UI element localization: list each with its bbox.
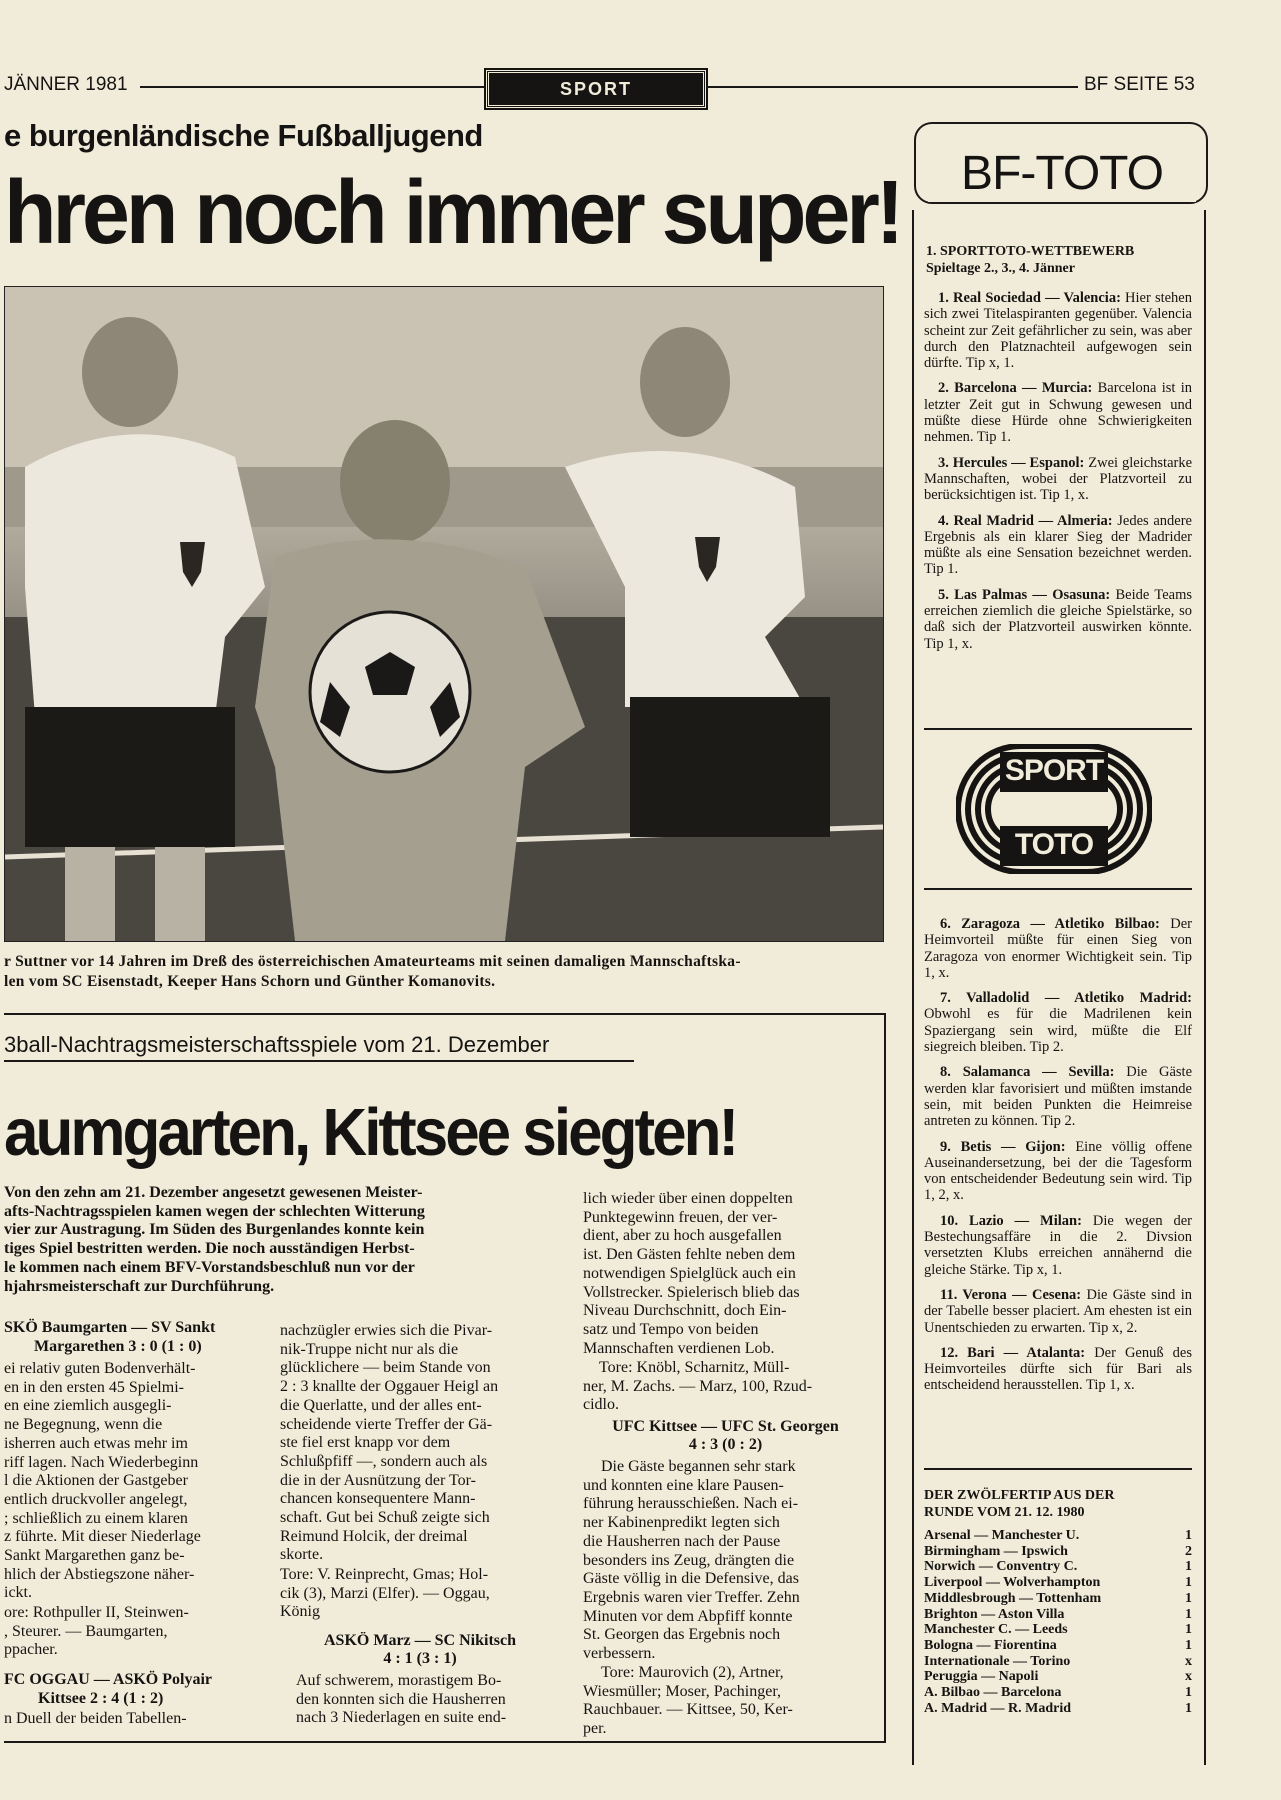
section-label: SPORT: [486, 70, 706, 108]
box-kicker-underline: [4, 1060, 634, 1062]
result-row: Internationale — Torino x: [924, 1653, 1192, 1669]
match-2-report: nachzügler erwies sich die Pivar- nik-Truppe nicht nur als die glücklichere — beim Stande von 2 : 3 knallte der Oggauer Heigl an die Querlatte, und der alles ent- scheidende vierte Treffer der Gä- ste fiel erst knapp vor dem Schlußpfiff —, sondern auch als die in der Ausnützung der Tor- chancen konsequentere Mann- schaft. Gut bei Schuß zeigte sich Reimund Holcik, der dreimal skorte.: [280, 1322, 499, 1564]
page-number: BF SEITE 53: [1084, 74, 1195, 95]
match-4-report: Die Gäste begannen sehr stark und konnten eine klare Pausen- führung herausschießen. Nach ei- ner Kabinenpredikt legten sich die Hausherren nach der Pause besonders ins Zeug, drängten die Gäste völlig in die Defensive, das Ergebnis waren vier Treffer. Zehn Minuten vor dem Abpfiff konnte St. Georgen das Ergebnis noch verbessern.: [583, 1458, 800, 1663]
toto-match: 7. Valladolid — Atletiko Madrid: Obwohl es für die Madrilenen kein Spaziergang sein wird, müßte die Elf siegreich bleiben. Tip 2.: [924, 990, 1192, 1056]
box-intro: Von den zehn am 21. Dezember angesetzt gewesenen Meister- afts-Nachtragsspielen kamen wegen der schlechten Witterung vier zur Austragung. Im Süden des Burgenlandes konnte kein tiges Spiel bestritten werden. Die noch ausständigen Herbst- le kommen nach einem BFV-Vorstandsbeschluß nun vor der hjahrsmeisterschaft zur Durchführung.: [4, 1184, 425, 1295]
result-row: Norwich — Conventry C. 1: [924, 1559, 1192, 1575]
result-row: A. Madrid — R. Madrid 1: [924, 1700, 1192, 1716]
match-3-title: ASKÖ Marz — SC Nikitsch 4 : 1 (3 : 1): [324, 1632, 516, 1667]
match-2-report-start: n Duell der beiden Tabellen-: [4, 1710, 187, 1727]
match-3-report-start: Auf schwerem, morastigem Bo- den konnten sich die Hausherren nach 3 Niederlagen en suite end-: [296, 1672, 507, 1727]
toto-border-left: [912, 210, 914, 1765]
toto-matches-2: [924, 916, 1192, 1403]
toto-border-right: [1204, 210, 1206, 1765]
result-row: Brighton — Aston Villa 1: [924, 1606, 1192, 1622]
match-4-scorers: Tore: Maurovich (2), Artner, Wiesmüller; Moser, Pachinger, Rauchbauer. — Kittsee, 50, Ker- per.: [583, 1664, 793, 1738]
match-1-title: SKÖ Baumgarten — SV Sankt Margarethen 3 : 0 (1 : 0): [4, 1319, 216, 1355]
match-2-title: FC OGGAU — ASKÖ Polyair Kittsee 2 : 4 (1 : 2): [4, 1671, 212, 1707]
match-1-report: ei relativ guten Bodenverhält- en in den ersten 45 Spielmi- en eine ziemlich ausgegli- ne Begegnung, wenn die isherren auch etwas mehr im riff lagen. Nach Wiederbeginn l die Aktionen der Gastgeber entlich druckvoller angelegt, ; schließlich zu einem klaren z führte. Mit dieser Niederlage Sankt Margarethen ganz be- hlich der Abstiegszone näher- ickt.: [4, 1360, 201, 1602]
toto-divider-2: [924, 888, 1192, 890]
box-border-right: [884, 1013, 886, 1741]
result-row: Middlesbrough — Tottenham 1: [924, 1590, 1192, 1606]
toto-match: 9. Betis — Gijon: Eine völlig offene Auseinandersetzung, bei der die Tagesform von entscheidender Bedeutung sein wird. Tip 1, 2, x.: [924, 1138, 1193, 1204]
toto-divider-1: [924, 728, 1192, 730]
header-rule-left: [140, 86, 484, 88]
toto-match: 12. Bari — Atalanta: Der Genuß des Heimvorteiles dürfte sich für Bari als entscheidend herausstellen. Tip 1, x.: [924, 1344, 1192, 1394]
toto-competition: 1. SPORTTOTO-WETTBEWERB Spieltage 2., 3., 4. Jänner: [926, 244, 1135, 276]
toto-match: 1. Real Sociedad — Valencia: Hier stehen sich zwei Titelaspiranten gegenüber. Valencia scheint zur Zeit gefährlicher zu sein, was aber durch den Platznachteil aufgewogen sein dürfte. Tip x, 1.: [924, 290, 1192, 372]
box-headline: aumgarten, Kittsee siegten!: [4, 1095, 737, 1170]
toto-matches-1: [924, 290, 1192, 661]
toto-match: 11. Verona — Cesena: Die Gäste sind in der Tabelle besser placiert. Am ehesten ist ein Unentschieden zu erwarten. Tip x, 2.: [924, 1286, 1193, 1336]
toto-title: BF-TOTO: [928, 146, 1196, 202]
toto-match: 5. Las Palmas — Osasuna: Beide Teams erreichen ziemlich die gleiche Spielstärke, so daß sich der Platzvorteil auswirken könnte. Tip 1, x.: [924, 586, 1192, 652]
result-row: A. Bilbao — Barcelona 1: [924, 1685, 1192, 1701]
match-3-report: lich wieder über einen doppelten Punktegewinn freuen, der ver- dient, aber zu hoch ausgefallen ist. Den Gästen fehlte neben dem notwendigen Spielglück auch ein Vollstrecker. Spielerisch blieb das Niveau Durchschnitt, doch Ein- satz und Tempo von beiden Mannschaften verdienen Lob.: [583, 1190, 800, 1357]
logo-text-top: SPORT: [1004, 754, 1104, 787]
header-date: JÄNNER 1981: [4, 74, 128, 95]
result-row: Manchester C. — Leeds 1: [924, 1622, 1192, 1638]
result-row: Birmingham — Ipswich 2: [924, 1543, 1192, 1559]
result-row: Peruggia — Napoli x: [924, 1669, 1192, 1685]
team-photo: [4, 286, 884, 942]
sport-toto-logo: [956, 744, 1152, 874]
toto-match: 6. Zaragoza — Atletiko Bilbao: Der Heimvorteil müßte für einen Sieg von Zaragoza von enormer Wichtigkeit sein. Tip 1, x.: [924, 916, 1192, 981]
results-title: DER ZWÖLFERTIP AUS DER RUNDE VOM 21. 12. 1980: [924, 1488, 1115, 1520]
match-1-scorers: ore: Rothpuller II, Steinwen- , Steurer. — Baumgarten, ppacher.: [4, 1604, 189, 1659]
toto-match: 10. Lazio — Milan: Die wegen der Bestechungsaffäre in die 2. Divsion versetzten Klubs erreichen annähernd die gleiche Stärke. Tip x, 1.: [924, 1212, 1193, 1278]
article-headline: hren noch immer super!: [4, 162, 901, 263]
logo-text-bottom: TOTO: [1014, 828, 1094, 861]
article-kicker: e burgenländische Fußballjugend: [4, 118, 483, 153]
match-3-scorers: Tore: Knöbl, Scharnitz, Müll- ner, M. Zachs. — Marz, 100, Rzud- cidlo.: [583, 1359, 813, 1414]
result-row: Liverpool — Wolverhampton 1: [924, 1575, 1192, 1591]
match-4-title: UFC Kittsee — UFC St. Georgen 4 : 3 (0 : 2): [612, 1418, 839, 1453]
box-kicker: 3ball-Nachtragsmeisterschaftsspiele vom 21. Dezember: [4, 1032, 550, 1057]
result-row: Arsenal — Manchester U. 1: [924, 1528, 1192, 1543]
toto-match: 4. Real Madrid — Almeria: Jedes andere Ergebnis als ein klarer Sieg der Madrider müßte als eine Sensation bezeichnet werden. Tip 1.: [924, 512, 1192, 578]
header-rule-right: [706, 86, 1078, 88]
toto-match: 3. Hercules — Espanol: Zwei gleichstarke Mannschaften, wobei der Platzvorteil zu berücksichtigen ist. Tip 1, x.: [924, 454, 1193, 504]
box-border-top: [4, 1013, 886, 1015]
result-row: Bologna — Fiorentina 1: [924, 1637, 1192, 1653]
toto-divider-3: [924, 1468, 1192, 1470]
box-border-bottom: [4, 1741, 886, 1743]
toto-match: 8. Salamanca — Sevilla: Die Gäste werden klar favorisiert und müßten imstande sein, mit beiden Punkten die Heimreise antreten zu können. Tip 2.: [924, 1064, 1193, 1130]
photo-caption: r Suttner vor 14 Jahren im Dreß des österreichischen Amateurteams mit seinen damaligen Mannschaftska- len vom SC Eisenstadt, Keeper Hans Schorn und Günther Komanovits.: [4, 953, 741, 990]
results-table: [924, 1528, 1192, 1716]
match-2-scorers: Tore: V. Reinprecht, Gmas; Hol- cik (3), Marzi (Elfer). — Oggau, König: [280, 1566, 490, 1621]
toto-match: 2. Barcelona — Murcia: Barcelona ist in letzter Zeit gut in Schwung gewesen und müßte diese Hürde ohne Schwierigkeiten nehmen. Tip 1.: [924, 380, 1193, 446]
